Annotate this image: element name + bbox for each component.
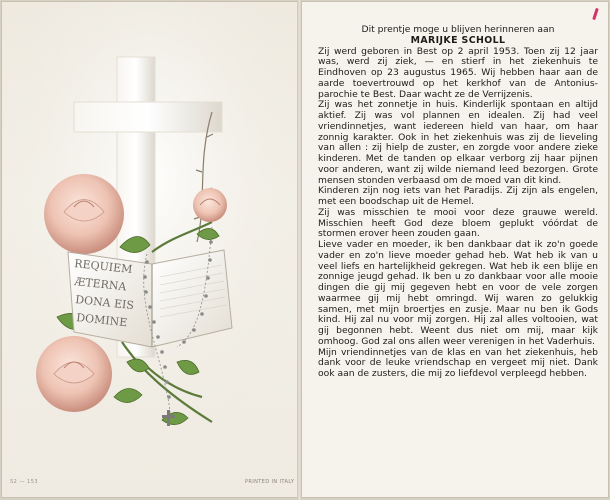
paragraph-paradise: Kinderen zijn nog iets van het Paradijs. Zij zijn als engelen, met een boodschap uit de Hemel. (318, 185, 598, 207)
text-panel (302, 2, 608, 497)
memorial-text (318, 25, 598, 380)
paragraph-flower: Zij was misschien te mooi voor deze grauwe wereld. Misschien heeft God deze bloem geplukt vóórdat de stormen erover heen zouden gaan. (318, 206, 598, 240)
book-line-1: REQUIEM (73, 257, 133, 277)
rose-top-left (44, 174, 124, 254)
book-line-3: DONA EIS (74, 293, 135, 313)
rose-small (193, 188, 227, 222)
paragraph-friends: Mijn vriendinnetjes van de klas en van het ziekenhuis, heb dank voor de leuke vriendschap en vergeet mij niet. Dank ook aan de zusters, die mij zo liefdevol verpleegd hebben. (318, 346, 598, 379)
deceased-name: MARIJKE SCHOLL (410, 34, 506, 46)
paragraph-parents: Lieve vader en moeder, ik ben dankbaar dat ik zo'n goede vader en zo'n lieve moeder gehad heb. Wat heb ik van u veel liefs en hartelijkheid gekregen. Wat heb ik een blije en zonnige jeugd gehad. Ik ben u zo dankbaar voor alle mooie dingen die gij mij gegeven hebt en voor de vele zorgen waarmee gij mij hebt omringd. Wij waren zo gelukkig samen, met mijn broertjes en zusje. Maar nu ben ik Gods kind. Hij zal nu voor mij zorgen. Hij zal alles voltooien, wat gij begonnen hebt. Weent dus niet om mij, maar kijk omhoog. God zal ons allen weer verenigen in het Vaderhuis. (318, 239, 598, 347)
book-line-2: ÆTERNA (73, 275, 127, 294)
paragraph-character: Zij was het zonnetje in huis. Kinderlijk spontaan en altijd aktief. Zij was vol plannen en idealen. Zij had veel vriendinnetjes, want iedereen hield van haar, om haar zonnig karakter. Ook in het ziekenhuis was zij de lieveling van allen : zij hielp de zuster, en zorgde voor andere zieke kinderen. Met de tanden op elkaar verborg zij haar pijnen voor anderen, want zij wilde niemand leed bezorgen. Grote mensen stonden verbaasd om de moed van dit kind. (318, 99, 598, 186)
memorial-illustration (2, 2, 297, 497)
book-line-4: DOMINE (75, 311, 128, 330)
open-book (68, 250, 232, 347)
printed-in-italy: PRINTED IN ITALY (245, 479, 295, 485)
intro-line: Dit prentje moge u blijven herinneren aan (361, 24, 555, 35)
paragraph-birth-death: Zij werd geboren in Best op 2 april 1953. Toen zij 12 jaar was, werd zij ziek, — en stierf in het ziekenhuis te Eindhoven op 23 augustus 1965. Wij hebben haar aan de aarde toevertrouwd op het kerkhof van de Antonius-parochie te Best. Daar wacht ze de Verrijzenis. (318, 45, 598, 100)
pink-mark (592, 8, 599, 20)
illustration-panel (2, 2, 297, 497)
rose-bottom-left (36, 336, 112, 412)
footer-code: S2 — 153 (10, 479, 39, 485)
